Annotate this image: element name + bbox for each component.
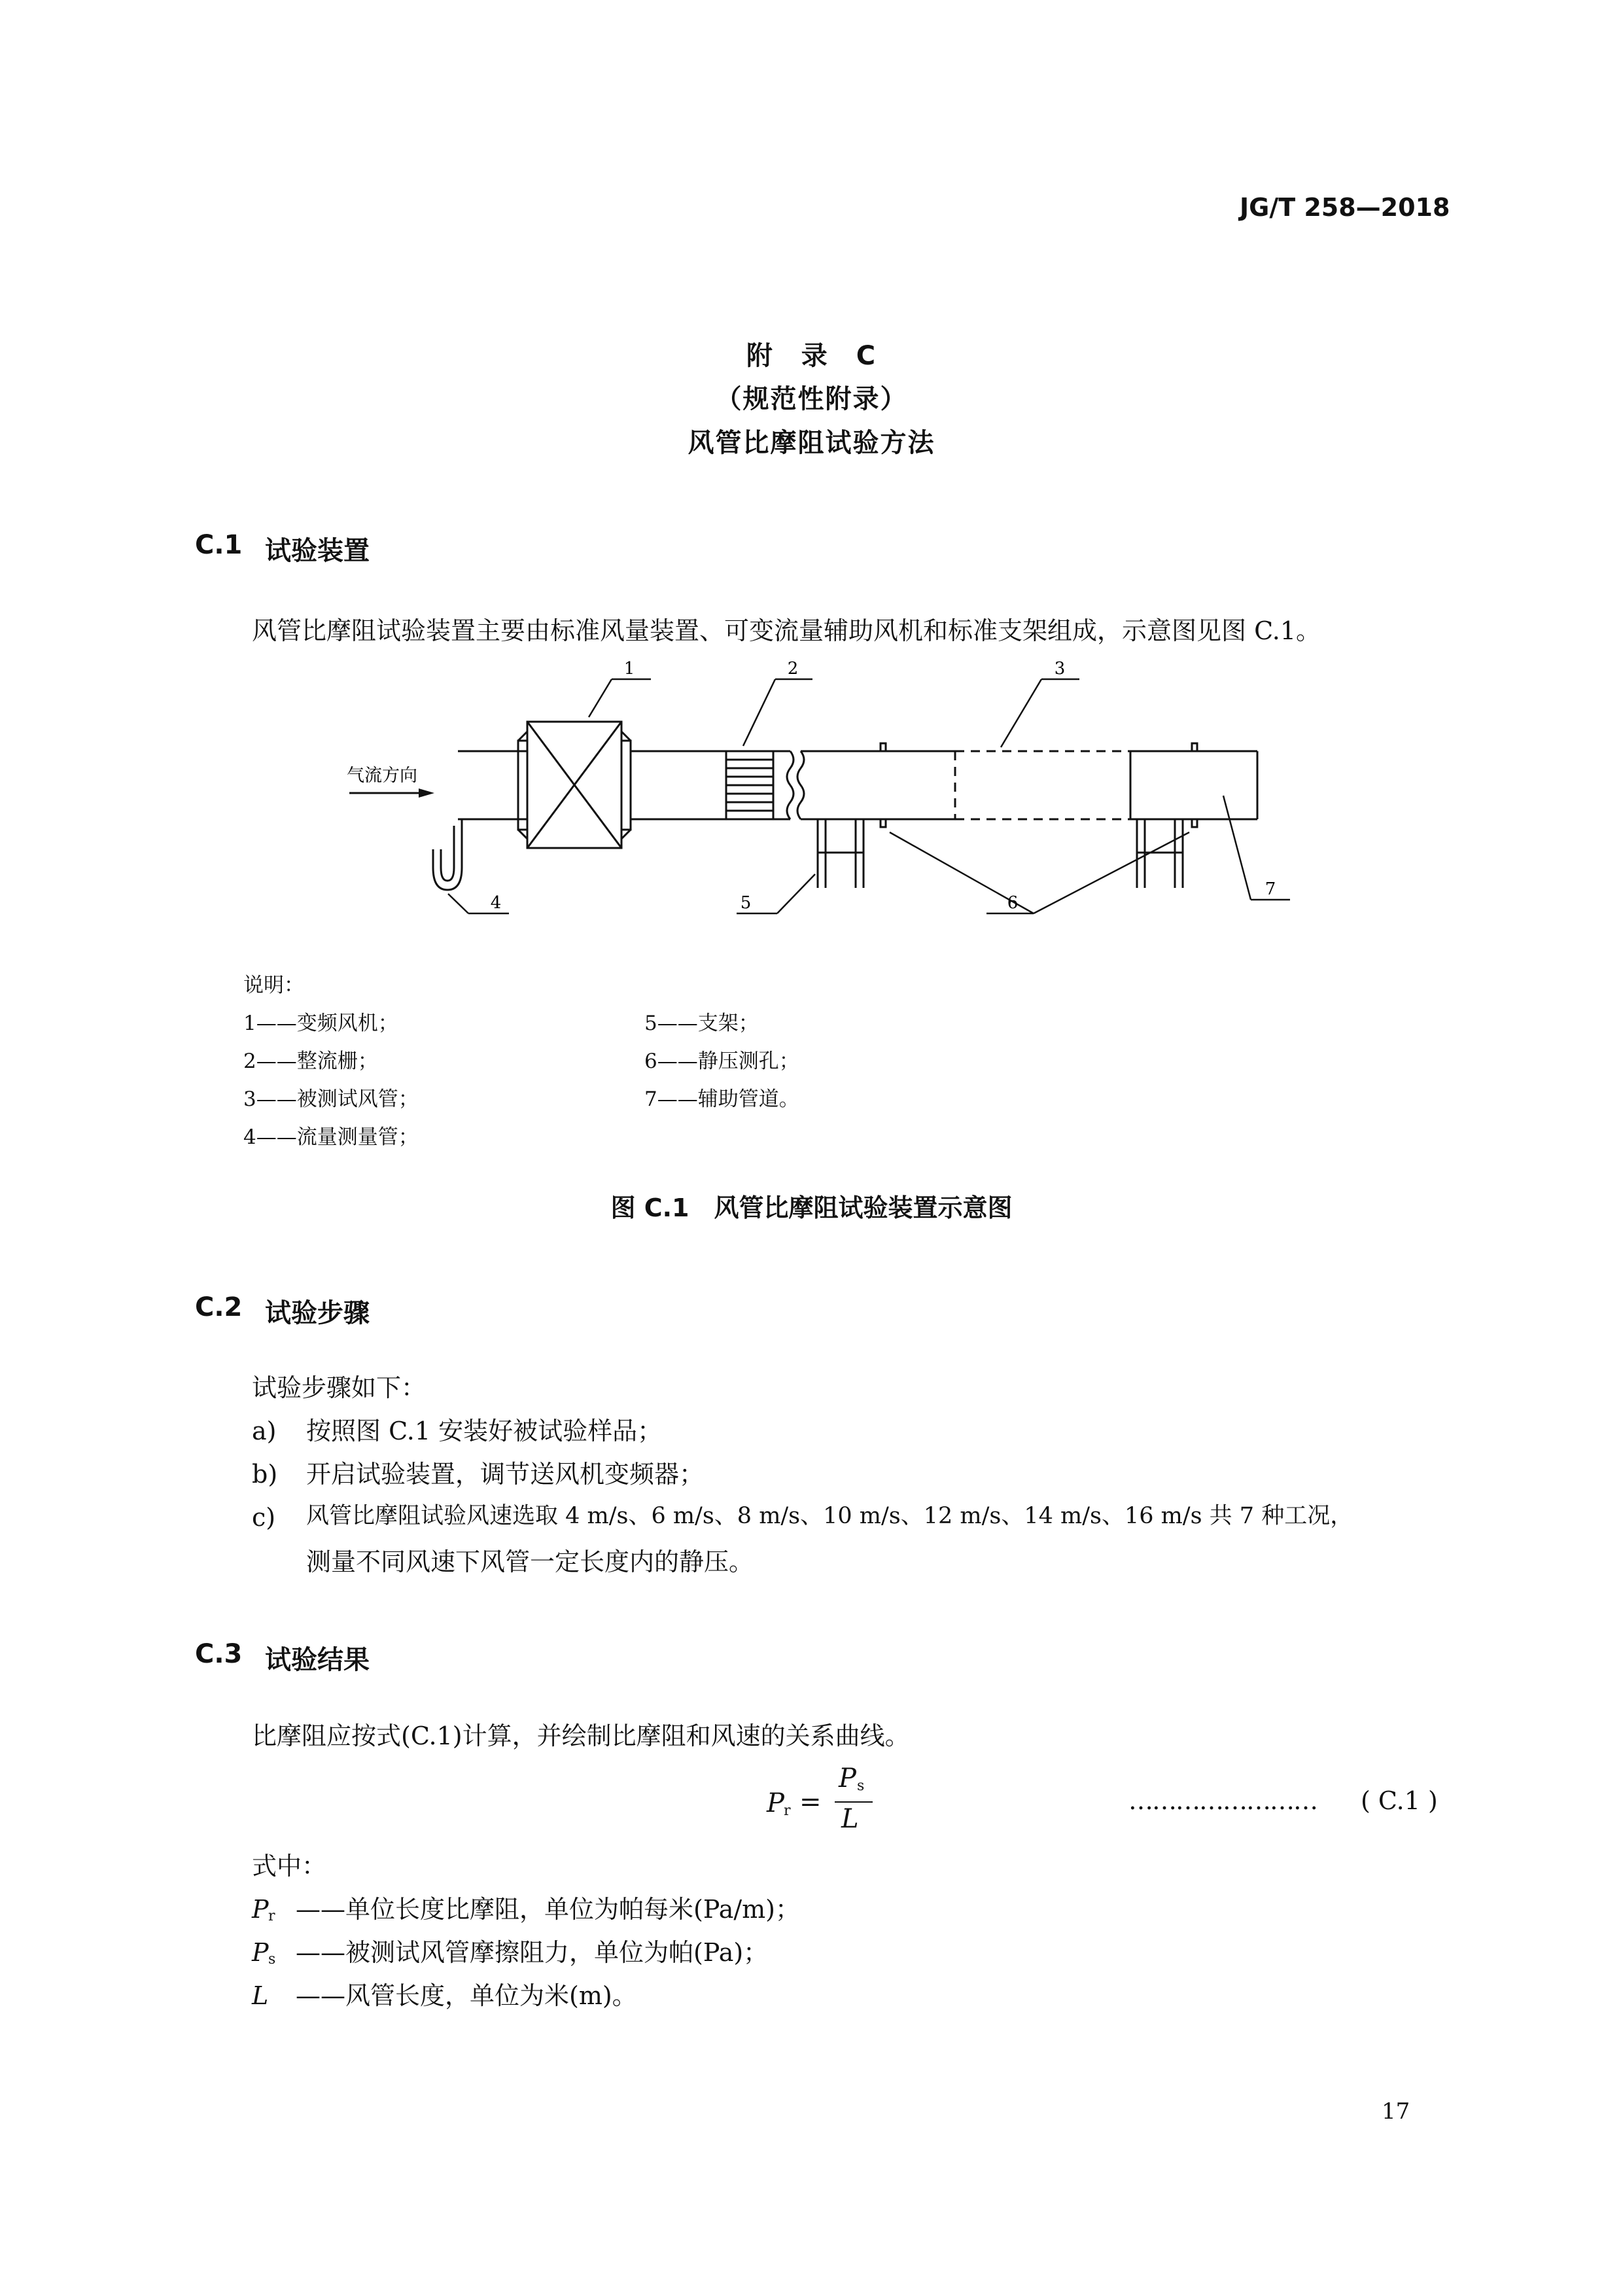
- fraction-bar: [835, 1801, 873, 1803]
- var-ps-text: ——被测试风管摩擦阻力，单位为帕(Pa)；: [296, 1938, 769, 1967]
- var-ps-symbol: P: [252, 1938, 269, 1967]
- formula-lhs: P: [767, 1788, 784, 1818]
- flow-direction-label: 气流方向: [347, 766, 417, 786]
- formula-lhs-sub: r: [784, 1803, 791, 1819]
- legend-title: 说明：: [243, 974, 304, 997]
- legend-item-4: 4——流量测量管；: [243, 1125, 419, 1149]
- callout-3: 3: [1054, 659, 1066, 679]
- var-l-text: ——风管长度，单位为米(m)。: [296, 1981, 637, 2010]
- c1-heading-number: C.1: [195, 530, 243, 560]
- formula-equals: =: [799, 1787, 822, 1817]
- c3-heading-number: C.3: [195, 1639, 243, 1669]
- legend-item-5: 5——支架；: [644, 1012, 759, 1035]
- formula-leader-dots: ……………………: [1128, 1786, 1317, 1815]
- test-apparatus-diagram: [0, 0, 1623, 968]
- var-pr-text: ——单位长度比摩阻，单位为帕每米(Pa/m)；: [296, 1895, 801, 1924]
- var-pr-symbol: P: [252, 1895, 269, 1924]
- callout-6: 6: [1007, 893, 1019, 913]
- formula-c1: [767, 1763, 898, 1835]
- figure-caption: 图 C.1 风管比摩阻试验装置示意图: [610, 1193, 1013, 1222]
- annex-title: 附 录 C: [746, 341, 877, 371]
- step-b-label: b): [252, 1460, 278, 1489]
- c2-heading-text: 试验步骤: [265, 1298, 370, 1328]
- step-c-label: c): [252, 1503, 276, 1532]
- var-pr-sub: r: [268, 1908, 275, 1924]
- c1-paragraph: 风管比摩阻试验装置主要由标准风量装置、可变流量辅助风机和标准支架组成，示意图见图 C.1。: [252, 616, 1321, 645]
- callout-2: 2: [787, 659, 799, 679]
- legend-item-7: 7——辅助管道。: [644, 1087, 799, 1111]
- formula-numerator-sub: s: [857, 1778, 865, 1794]
- legend-item-2: 2——整流栅；: [243, 1050, 378, 1073]
- variable-frequency-fan: [527, 722, 621, 848]
- step-c-continuation: 测量不同风速下风管一定长度内的静压。: [306, 1547, 754, 1576]
- standard-number: JG/T 258—2018: [1240, 193, 1450, 222]
- flow-measuring-tube: [433, 819, 462, 890]
- callout-1: 1: [623, 659, 635, 679]
- where-label: 式中：: [252, 1852, 327, 1881]
- c2-intro: 试验步骤如下：: [252, 1373, 427, 1402]
- annex-name: 风管比摩阻试验方法: [688, 428, 935, 458]
- annex-type: （规范性附录）: [715, 384, 908, 414]
- c1-heading-text: 试验装置: [265, 536, 370, 566]
- c3-paragraph: 比摩阻应按式(C.1)计算，并绘制比摩阻和风速的关系曲线。: [252, 1722, 910, 1750]
- auxiliary-duct: [1130, 751, 1257, 819]
- callout-7: 7: [1265, 879, 1276, 899]
- legend-item-6: 6——静压测孔；: [644, 1050, 799, 1073]
- flow-straightener: [726, 751, 773, 819]
- step-a-label: a): [252, 1417, 277, 1445]
- leader-lines: [448, 679, 1290, 913]
- legend-item-3: 3——被测试风管；: [243, 1087, 419, 1111]
- callout-5: 5: [740, 893, 752, 913]
- legend-item-1: 1——变频风机；: [243, 1012, 398, 1035]
- page-number: 17: [1382, 2098, 1410, 2125]
- c3-heading-text: 试验结果: [265, 1645, 370, 1675]
- test-duct: [801, 751, 1130, 819]
- var-l-symbol: L: [252, 1981, 269, 2010]
- step-c-text: 风管比摩阻试验风速选取 4 m/s、6 m/s、8 m/s、10 m/s、12 m/s、14 m/s、16 m/s 共 7 种工况，: [306, 1503, 1353, 1529]
- formula-reference: ( C.1 ): [1361, 1786, 1438, 1815]
- static-pressure-taps: [881, 743, 1197, 827]
- callout-4: 4: [490, 893, 502, 913]
- step-a-text: 按照图 C.1 安装好被试验样品；: [306, 1417, 663, 1445]
- step-b-text: 开启试验装置，调节送风机变频器；: [306, 1460, 705, 1489]
- formula-denominator: L: [841, 1804, 859, 1834]
- c2-heading-number: C.2: [195, 1292, 243, 1322]
- var-ps-sub: s: [268, 1951, 276, 1968]
- formula-numerator: P: [839, 1763, 856, 1793]
- flow-direction-arrow: [349, 788, 434, 798]
- supports: [818, 819, 1183, 888]
